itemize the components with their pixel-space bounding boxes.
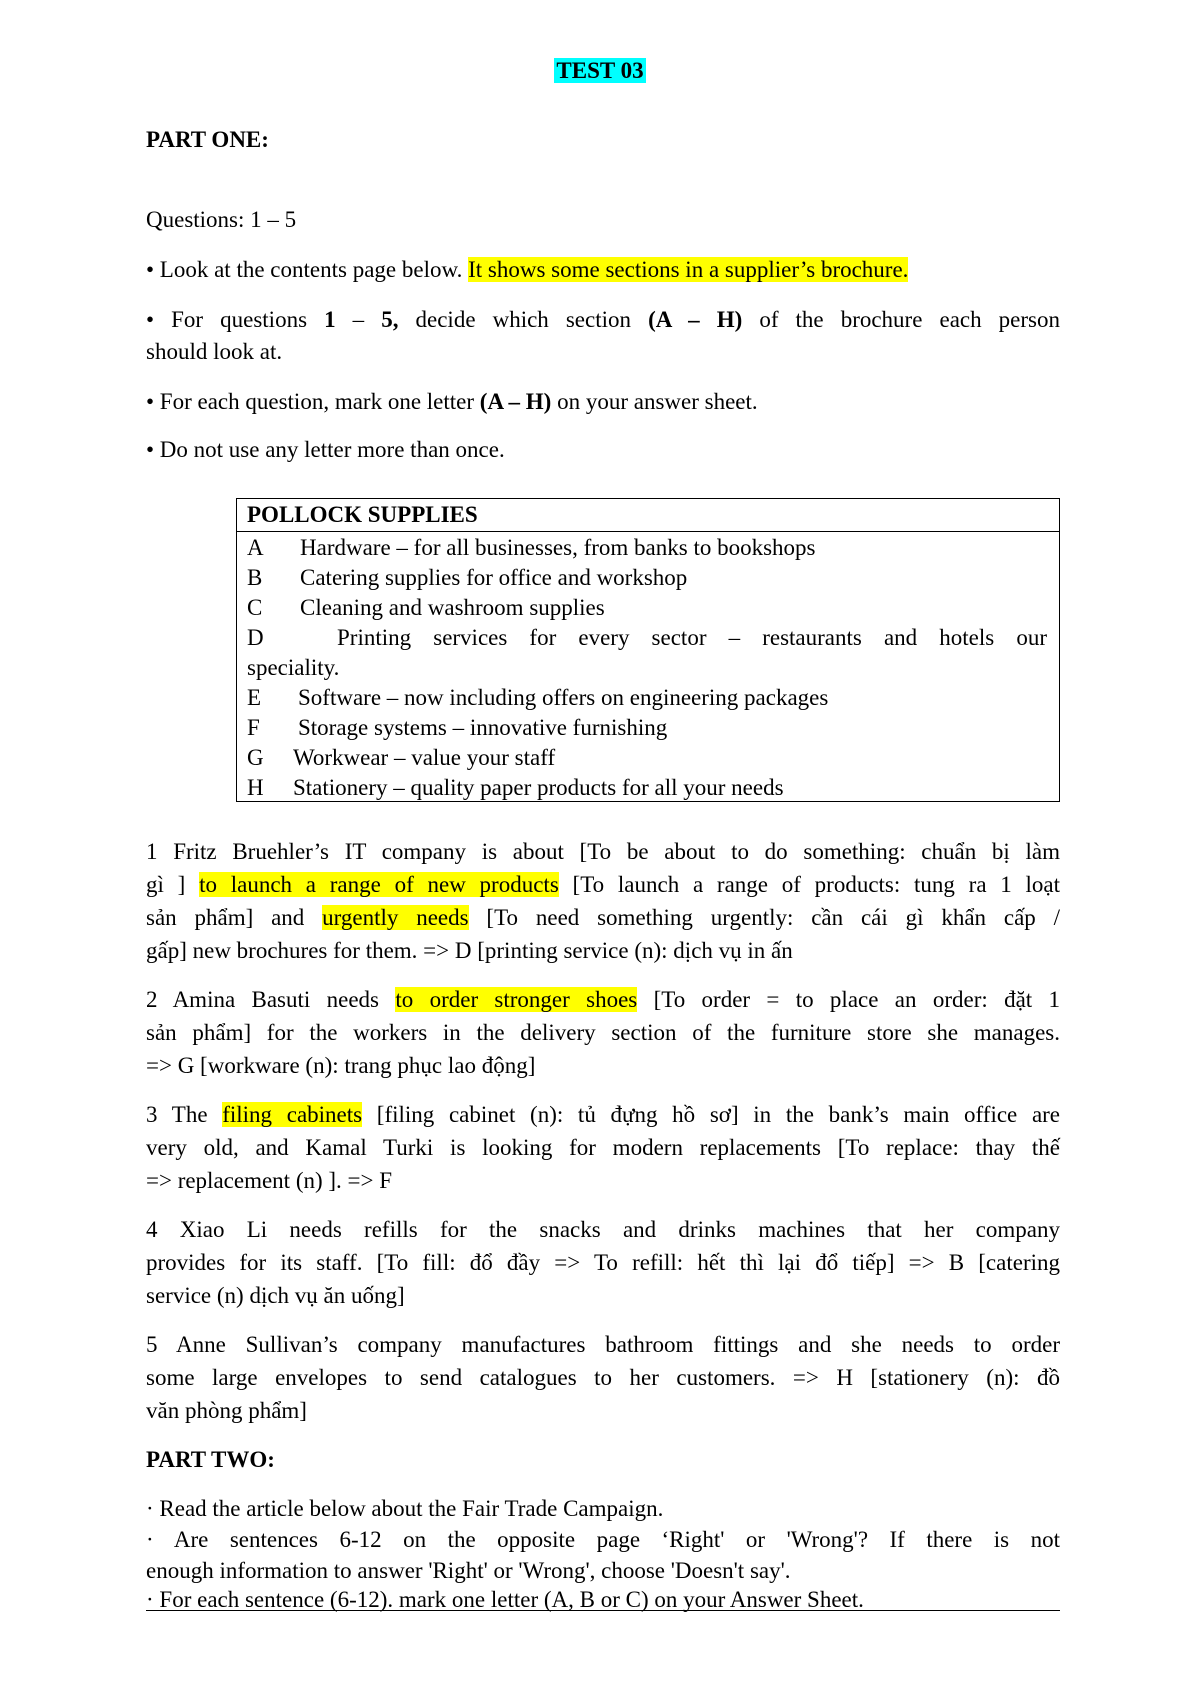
row-text: Catering supplies for office and workshop	[300, 565, 688, 590]
instruction-1-highlight: It shows some sections in a supplier’s brochure.	[468, 257, 909, 282]
row-text: Cleaning and washroom supplies	[300, 595, 605, 620]
question-2-line	[146, 984, 1060, 1016]
table-row	[247, 563, 1047, 593]
question-highlight: to order stronger shoes	[395, 987, 638, 1012]
instruction-2-line-1	[146, 304, 1060, 336]
row-text: Hardware – for all businesses, from banks to bookshops	[300, 535, 816, 560]
instruction-3	[146, 386, 758, 418]
part-two-bullet-2: · Are sentences 6-12 on the opposite page ‘Right' or 'Wrong'? If there is not	[146, 1527, 1060, 1552]
question-highlight: filing cabinets	[222, 1102, 363, 1127]
part-two-bullet-3: · For each sentence (6-12). mark one letter (A, B or C) on your Answer Sheet.	[146, 1587, 864, 1612]
question-1-line	[146, 902, 1060, 934]
question-2-line: => G [workware (n): trang phục lao động]	[146, 1053, 536, 1078]
page-title	[0, 56, 1200, 86]
instruction-3-part: • For each question, mark one letter	[146, 389, 475, 414]
table-row	[247, 743, 1047, 773]
question-text: sản phẩm] and	[146, 905, 305, 930]
questions-label: Questions: 1 – 5	[146, 207, 297, 232]
instruction-2-bold: 1	[324, 307, 336, 332]
instruction-2-part: • For questions	[146, 307, 308, 332]
instruction-2-part: decide which section	[415, 307, 632, 332]
contents-table-heading: POLLOCK SUPPLIES	[237, 499, 1059, 532]
question-4-line: service (n) dịch vụ ăn uống]	[146, 1283, 405, 1308]
row-letter: F	[247, 715, 260, 740]
row-text: Printing services for every sector – restaurants and hotels our	[337, 625, 1047, 650]
question-4-line: provides for its staff. [To fill: đổ đầy => To refill: hết thì lại đổ tiếp] => B [catering	[146, 1250, 1060, 1275]
row-letter: C	[247, 595, 263, 620]
instruction-2-bold: (A – H)	[648, 307, 743, 332]
instruction-3-part: on your answer sheet.	[557, 389, 758, 414]
question-2-line: sản phẩm] for the workers in the delivery section of the furniture store she manages.	[146, 1020, 1060, 1045]
title-highlight: TEST 03	[556, 58, 644, 83]
table-row	[247, 773, 1047, 803]
question-text: 2 Amina Basuti needs	[146, 987, 379, 1012]
row-letter: G	[247, 745, 264, 770]
question-text: 3 The	[146, 1102, 208, 1127]
bottom-rule	[146, 1610, 1060, 1611]
question-5-line: 5 Anne Sullivan’s company manufactures bathroom fittings and she needs to order	[146, 1332, 1060, 1357]
row-letter: D	[247, 625, 264, 650]
table-row-continuation: speciality.	[247, 655, 340, 680]
row-text: Storage systems – innovative furnishing	[298, 715, 668, 740]
instruction-2-bold: 5,	[381, 307, 399, 332]
question-3-line: => replacement (n) ]. => F	[146, 1168, 393, 1193]
instruction-3-bold: (A – H)	[479, 389, 552, 414]
row-letter: B	[247, 565, 263, 590]
table-row	[247, 623, 1047, 653]
row-text: Stationery – quality paper products for all your needs	[293, 775, 784, 800]
question-text: gì ]	[146, 872, 186, 897]
row-letter: H	[247, 775, 264, 800]
question-5-line: some large envelopes to send catalogues to her customers. => H [stationery (n): đồ	[146, 1365, 1060, 1390]
question-4-line: 4 Xiao Li needs refills for the snacks and drinks machines that her company	[146, 1217, 1060, 1242]
part-one-heading: PART ONE:	[146, 127, 269, 152]
table-row	[247, 713, 1047, 743]
question-text: [To order = to place an order: đặt 1	[653, 987, 1061, 1012]
question-3-line: very old, and Kamal Turki is looking for modern replacements [To replace: thay thế	[146, 1135, 1060, 1160]
table-row	[247, 593, 1047, 623]
question-highlight: urgently needs	[322, 905, 469, 930]
question-highlight: to launch a range of new products	[199, 872, 559, 897]
instruction-1	[146, 254, 908, 286]
question-text: [filing cabinet (n): tủ đựng hồ sơ] in the bank’s main office are	[376, 1102, 1061, 1127]
question-text: [To launch a range of products: tung ra 1 loạt	[572, 872, 1061, 897]
instruction-2-part: of the brochure each person	[759, 307, 1060, 332]
instruction-2-part: –	[352, 307, 365, 332]
table-row	[247, 533, 1047, 563]
question-3-line	[146, 1099, 1060, 1131]
question-1-line	[146, 869, 1060, 901]
question-5-line: văn phòng phẩm]	[146, 1398, 307, 1423]
table-row	[247, 683, 1047, 713]
row-letter: E	[247, 685, 262, 710]
row-letter: A	[247, 535, 264, 560]
part-two-bullet-1: · Read the article below about the Fair Trade Campaign.	[146, 1496, 664, 1521]
row-text: Software – now including offers on engineering packages	[298, 685, 829, 710]
part-two-bullet-2-cont: enough information to answer 'Right' or 'Wrong', choose 'Doesn't say'.	[146, 1558, 791, 1583]
question-text: [To need something urgently: cần cái gì khẩn cấp /	[486, 905, 1061, 930]
instruction-1-text: • Look at the contents page below.	[146, 257, 463, 282]
instruction-4: • Do not use any letter more than once.	[146, 437, 505, 462]
row-text: Workwear – value your staff	[293, 745, 556, 770]
part-two-heading: PART TWO:	[146, 1447, 275, 1472]
instruction-2-line-2: should look at.	[146, 339, 283, 364]
question-1-line: gấp] new brochures for them. => D [printing service (n): dịch vụ in ấn	[146, 938, 793, 963]
question-1-line: 1 Fritz Bruehler’s IT company is about [To be about to do something: chuẩn bị làm	[146, 839, 1060, 864]
contents-table	[236, 498, 1060, 802]
